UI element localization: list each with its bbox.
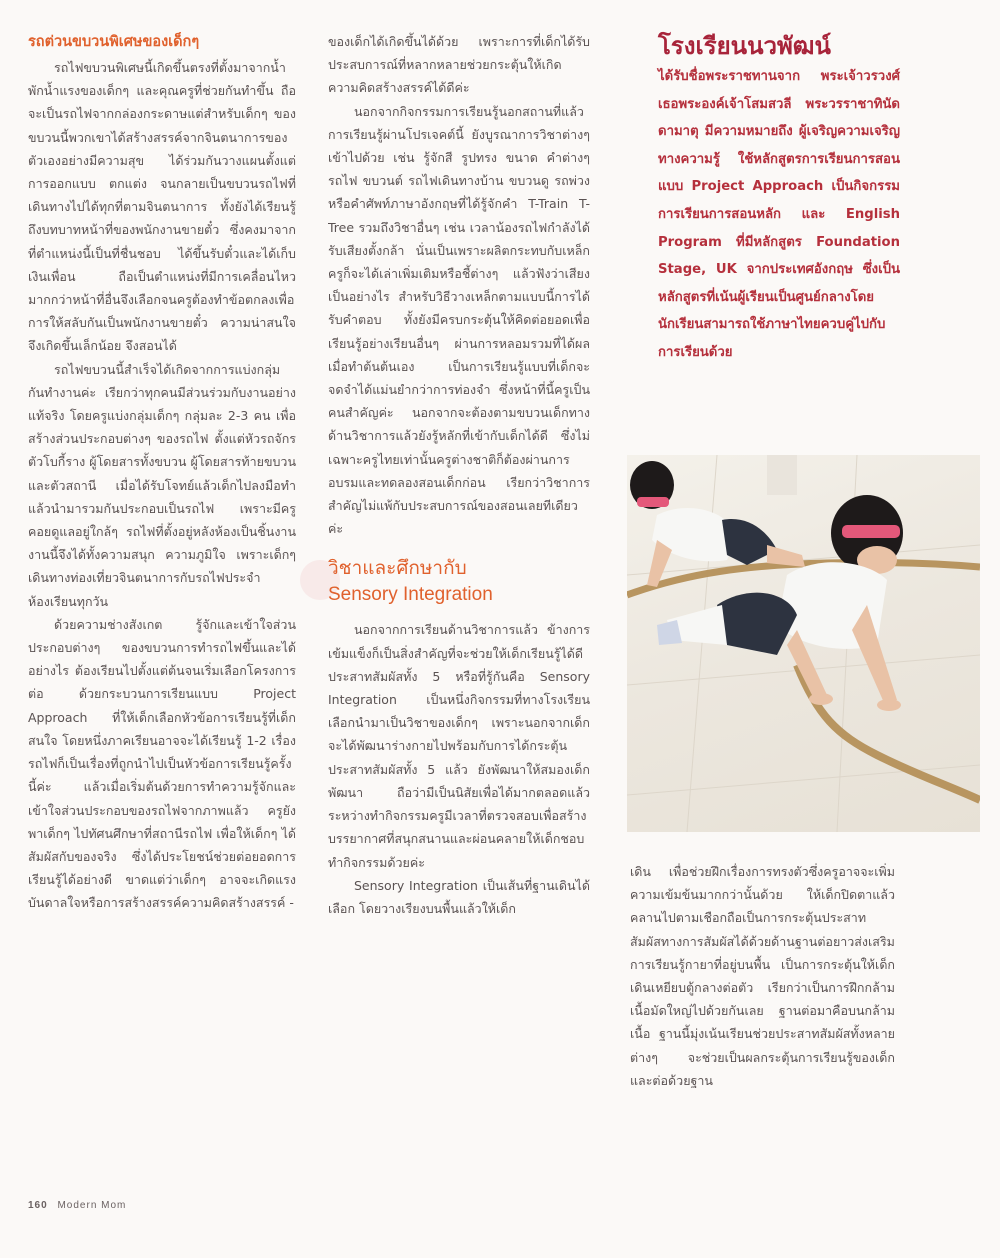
magazine-name: Modern Mom [57, 1200, 127, 1211]
paragraph: ของเด็กได้เกิดขึ้นได้ด้วย เพราะการที่เด็กได้รับประสบการณ์ที่หลากหลายช่วยกระตุ้นให้เกิดความคิดสร้างสรรค์ได้ดีค่ะ [328, 34, 590, 96]
subheading [328, 556, 590, 608]
school-description: ได้รับชื่อพระราชทานจาก พระเจ้าวรวงศ์เธอพระองค์เจ้าโสมสวลี พระวรราชาทินัดดามาตุ มีความหมายถึง ผู้เจริญความเจริญทางความรู้ ใช้หลักสูตรการเรียนการสอนแบบ Project Approach เป็นกิจกรรมการเรียนการสอนหลัก และ English Program ที่มีหลักสูตร Foundation Stage, UK จากประเทศอังกฤษ ซึ่งเป็นหลักสูตรที่เน้นผู้เรียนเป็นศูนย์กลางโดยนักเรียนสามารถใช้ภาษาไทยควบคู่ไปกับการเรียนด้วย [658, 69, 900, 360]
paragraph: ด้วยความช่างสังเกต รู้จักและเข้าใจส่วนประกอบต่างๆ ของขบวนการทำรถไฟขึ้นและได้อย่างไร ต้องเรียนไปตั้งแต่ต้นจนเริ่มเลือกโครงการต่อ ด้วยกระบวนการเรียนแบบ Project Approach ที่ให้เด็กเลือกหัวข้อการเรียนรู้ที่เด็กสนใจ โดยหนึ่งภาคเรียนอาจจะได้เรียนรู้ 1-2 เรื่อง รถไฟก็เป็นเรื่องที่ถูกนำไปเป็นหัวข้อการเรียนรู้ครั้งนี้ค่ะ แล้วเมื่อเริ่มต้นด้วยการทำความรู้จักและเข้าใจส่วนประกอบของรถไฟจากภาพแล้ว ครูยังพาเด็กๆ ไปทัศนศึกษาที่สถานีรถไฟ เพื่อให้เด็กๆ ได้สัมผัสกับของจริง ซึ่งได้ประโยชน์ช่วยต่อยอดการเรียนรู้ได้อย่างดี ขาดแต่ว่าเด็กๆ อาจจะเกิดแรงบันดาลใจหรือการสร้างสรรค์ความคิดสร้างสรรค์ - [28, 616, 296, 911]
school-name-title: โรงเรียนนวพัฒน์ [658, 32, 831, 60]
paragraph: นอกจากกิจกรรมการเรียนรู้นอกสถานที่แล้ว การเรียนรู้ผ่านโปรเจคต์นี้ ยังบูรณาการวิชาต่างๆ เข้าไปด้วย เช่น รู้จักสี รูปทรง ขนาด คำต่างๆ รถไฟ ขบวนต์ รถไฟเดินทางบ้าน ขบวนดู รถพ่วง หรือคำศัพท์ภาษาอังกฤษที่ได้รู้จักคำ T-Train T-Tree รวมถึงวิชาอื่นๆ เช่น เวลาน้องรถไฟกำลังได้รับเสียงตั้งกล้า นั่นเป็นเพราะผลิตกระทบกับเหล็ก ครูก็จะได้เล่าเพิ่มเติมหรือชี้ต่างๆ แล้วฟังว่าเสียงเป็นอย่างไร สำหรับวิธีวางเหล็กตามแบบนี้การได้รับคำตอบ ทั้งยังมีครบกระตุ้นให้คิดต่อยอดเพื่อเรียนรู้อย่างเรียนอื่นๆ ผ่านการหลอมรวมที่ได้ผลเมื่อทำต้นต้นเอง เป็นการเรียนรู้แบบที่เด็กจะจดจำได้แม่นยำกว่าการท่องจำ ซึ่งหน้าที่นี้ครูเป็นคนสำคัญค่ะ นอกจากจะต้องตามขบวนเด็กทางด้านวิชาการแล้วยังรู้หลักที่เข้ากับเด็กได้ดี ซึ่งไม่เฉพาะครูไทยเท่านั้นครูต่างชาติก็ต้องผ่านการอบรมและทดลองสอนเด็กก่อน เรียกว่าวิชาการสำคัญไม่แพ้กับประสบการณ์ของสอนเลยทีเดียวค่ะ [328, 103, 590, 537]
subheading-line-thai: วิชาและศึกษากับ [328, 558, 467, 580]
paragraph: นอกจากการเรียนด้านวิชาการแล้ว ข้างการเข้มแข็งก็เป็นสิ่งสำคัญที่จะช่วยให้เด็กเรียนรู้ได้ดี ประสาทสัมผัสทั้ง 5 หรือที่รู้กันคือ Sensory Integration เป็นหนึ่งกิจกรรมที่ทางโรงเรียนเลือกนำมาเป็นวิชาของเด็กๆ เพราะนอกจากเด็กจะได้พัฒนาร่างกายไปพร้อมกับการได้กระตุ้นประสาทสัมผัสทั้ง 5 แล้ว ยังพัฒนาให้สมองเด็กพัฒนา ถือว่ามีเป็นนิสัยเพื่อได้มากตลอดแล้วระหว่างทำกิจกรรมครูมีเวลาที่ตรวจสอบเพื่อสร้างบรรยากาศที่สนุกสนานและผ่อนคลายให้เด็กชอบทำกิจกรรมด้วยค่ะ [328, 622, 590, 870]
photo-illustration [627, 455, 980, 832]
subheading-line-english: Sensory Integration [328, 584, 493, 606]
children-crawling-photo [627, 455, 980, 832]
page-number: 160 [28, 1200, 48, 1211]
paragraph: เดิน เพื่อช่วยฝึกเรื่องการทรงตัวซึ่งครูอาจจะเพิ่มความเข้มข้นมากกว่านั้นด้วย ให้เด็กปิดตาแล้วคลานไปตามเชือกถือเป็นการกระตุ้นประสาทสัมผัสทางการสัมผัสได้ด้วยด้านฐานต่อยาวส่งเสริมการเรียนรู้กายาที่อยู่บนพื้น เป็นการกระตุ้นให้เด็กเดินเหยียบตู้กลางต่อตัว เรียกว่าเป็นการฝึกกล้ามเนื้อมัดใหญ่ไปด้วยกันเลย ฐานต่อมาคือบนกล้ามเนื้อ ฐานนี้มุ่งเน้นเรียนช่วยประสาทสัมผัสทั้งหลายต่างๆ จะช่วยเป็นผลกระตุ้นการเรียนรู้ของเด็ก และต่อด้วยฐาน [630, 864, 895, 1088]
article-column-middle [328, 30, 590, 1170]
section-heading: รถต่วนขบวนพิเศษของเด็กๆ [28, 34, 200, 50]
article-column-right [630, 860, 895, 1170]
article-column-left [28, 30, 296, 1170]
page-footer [28, 1200, 126, 1211]
paragraph: รถไฟขบวนพิเศษนี้เกิดขึ้นตรงที่ตั้งมาจากน้ำพักน้ำแรงของเด็กๆ และคุณครูที่ช่วยกันทำขึ้น ถือจะเป็นรถไฟจากกล่องกระดาษแต่สำหรับเด็กๆ ของขบวนนี้พวกเขาได้สร้างสรรค์จากจินตนาการของตัวเองอย่างมีความสุข ได้ร่วมกันวางแผนตั้งแต่การออกแบบ ตกแต่ง จนกลายเป็นขบวนรถไฟที่เดินทางไปได้ทุกที่ตามจินตนาการ ทั้งยังได้เรียนรู้ถึงบทบาทหน้าที่ของพนักงานขายตั๋ว ซึ่งคงมาจากที่ตำแหน่งนี้เป็นที่ชื่นชอบ ได้ขึ้นรับตั๋วและได้เก็บเงินเพื่อน ถือเป็นตำแหน่งที่มีการเคลื่อนไหวมากกว่าหน้าที่อื่นจึงเลือกจนครูต้องทำข้อตกลงเพื่อการให้สลับกันเป็นพนักงานขายตั๋ว ความน่าสนใจจึงเกิดขึ้นเล็กน้อย จึงสอนได้ [28, 60, 296, 354]
paragraph: Sensory Integration เป็นเส้นที่ฐานเดินได้เลือก โดยวางเรียงบนพื้นแล้วให้เด็ก [328, 877, 590, 916]
paragraph: รถไฟขบวนนี้สำเร็จได้เกิดจากการแบ่งกลุ่มกันทำงานค่ะ เรียกว่าทุกคนมีส่วนร่วมกับงานอย่างแท้จริง โดยครูแบ่งกลุ่มเด็กๆ กลุ่มละ 2-3 คน เพื่อสร้างส่วนประกอบต่างๆ ของรถไฟ ตั้งแต่หัวรถจักร ตัวโบกี้ราง ผู้โดยสารทั้งขบวน ผู้โดยสารท้ายขบวน และตัวสถานี เมื่อได้รับโจทย์แล้วเด็กไปลงมือทำ แล้วนำมารวมกันประกอบเป็นรถไฟ เพราะมีครูคอยดูแลอยู่ใกล้ๆ รถไฟที่ตั้งอยู่หลังห้องเป็นชิ้นงาน งานนี้จึงได้ทั้งความสนุก ความภูมิใจ เพราะเด็กๆ เดินทางท่องเที่ยวจินตนาการกับรถไฟประจำห้องเรียนทุกวัน [28, 361, 296, 609]
